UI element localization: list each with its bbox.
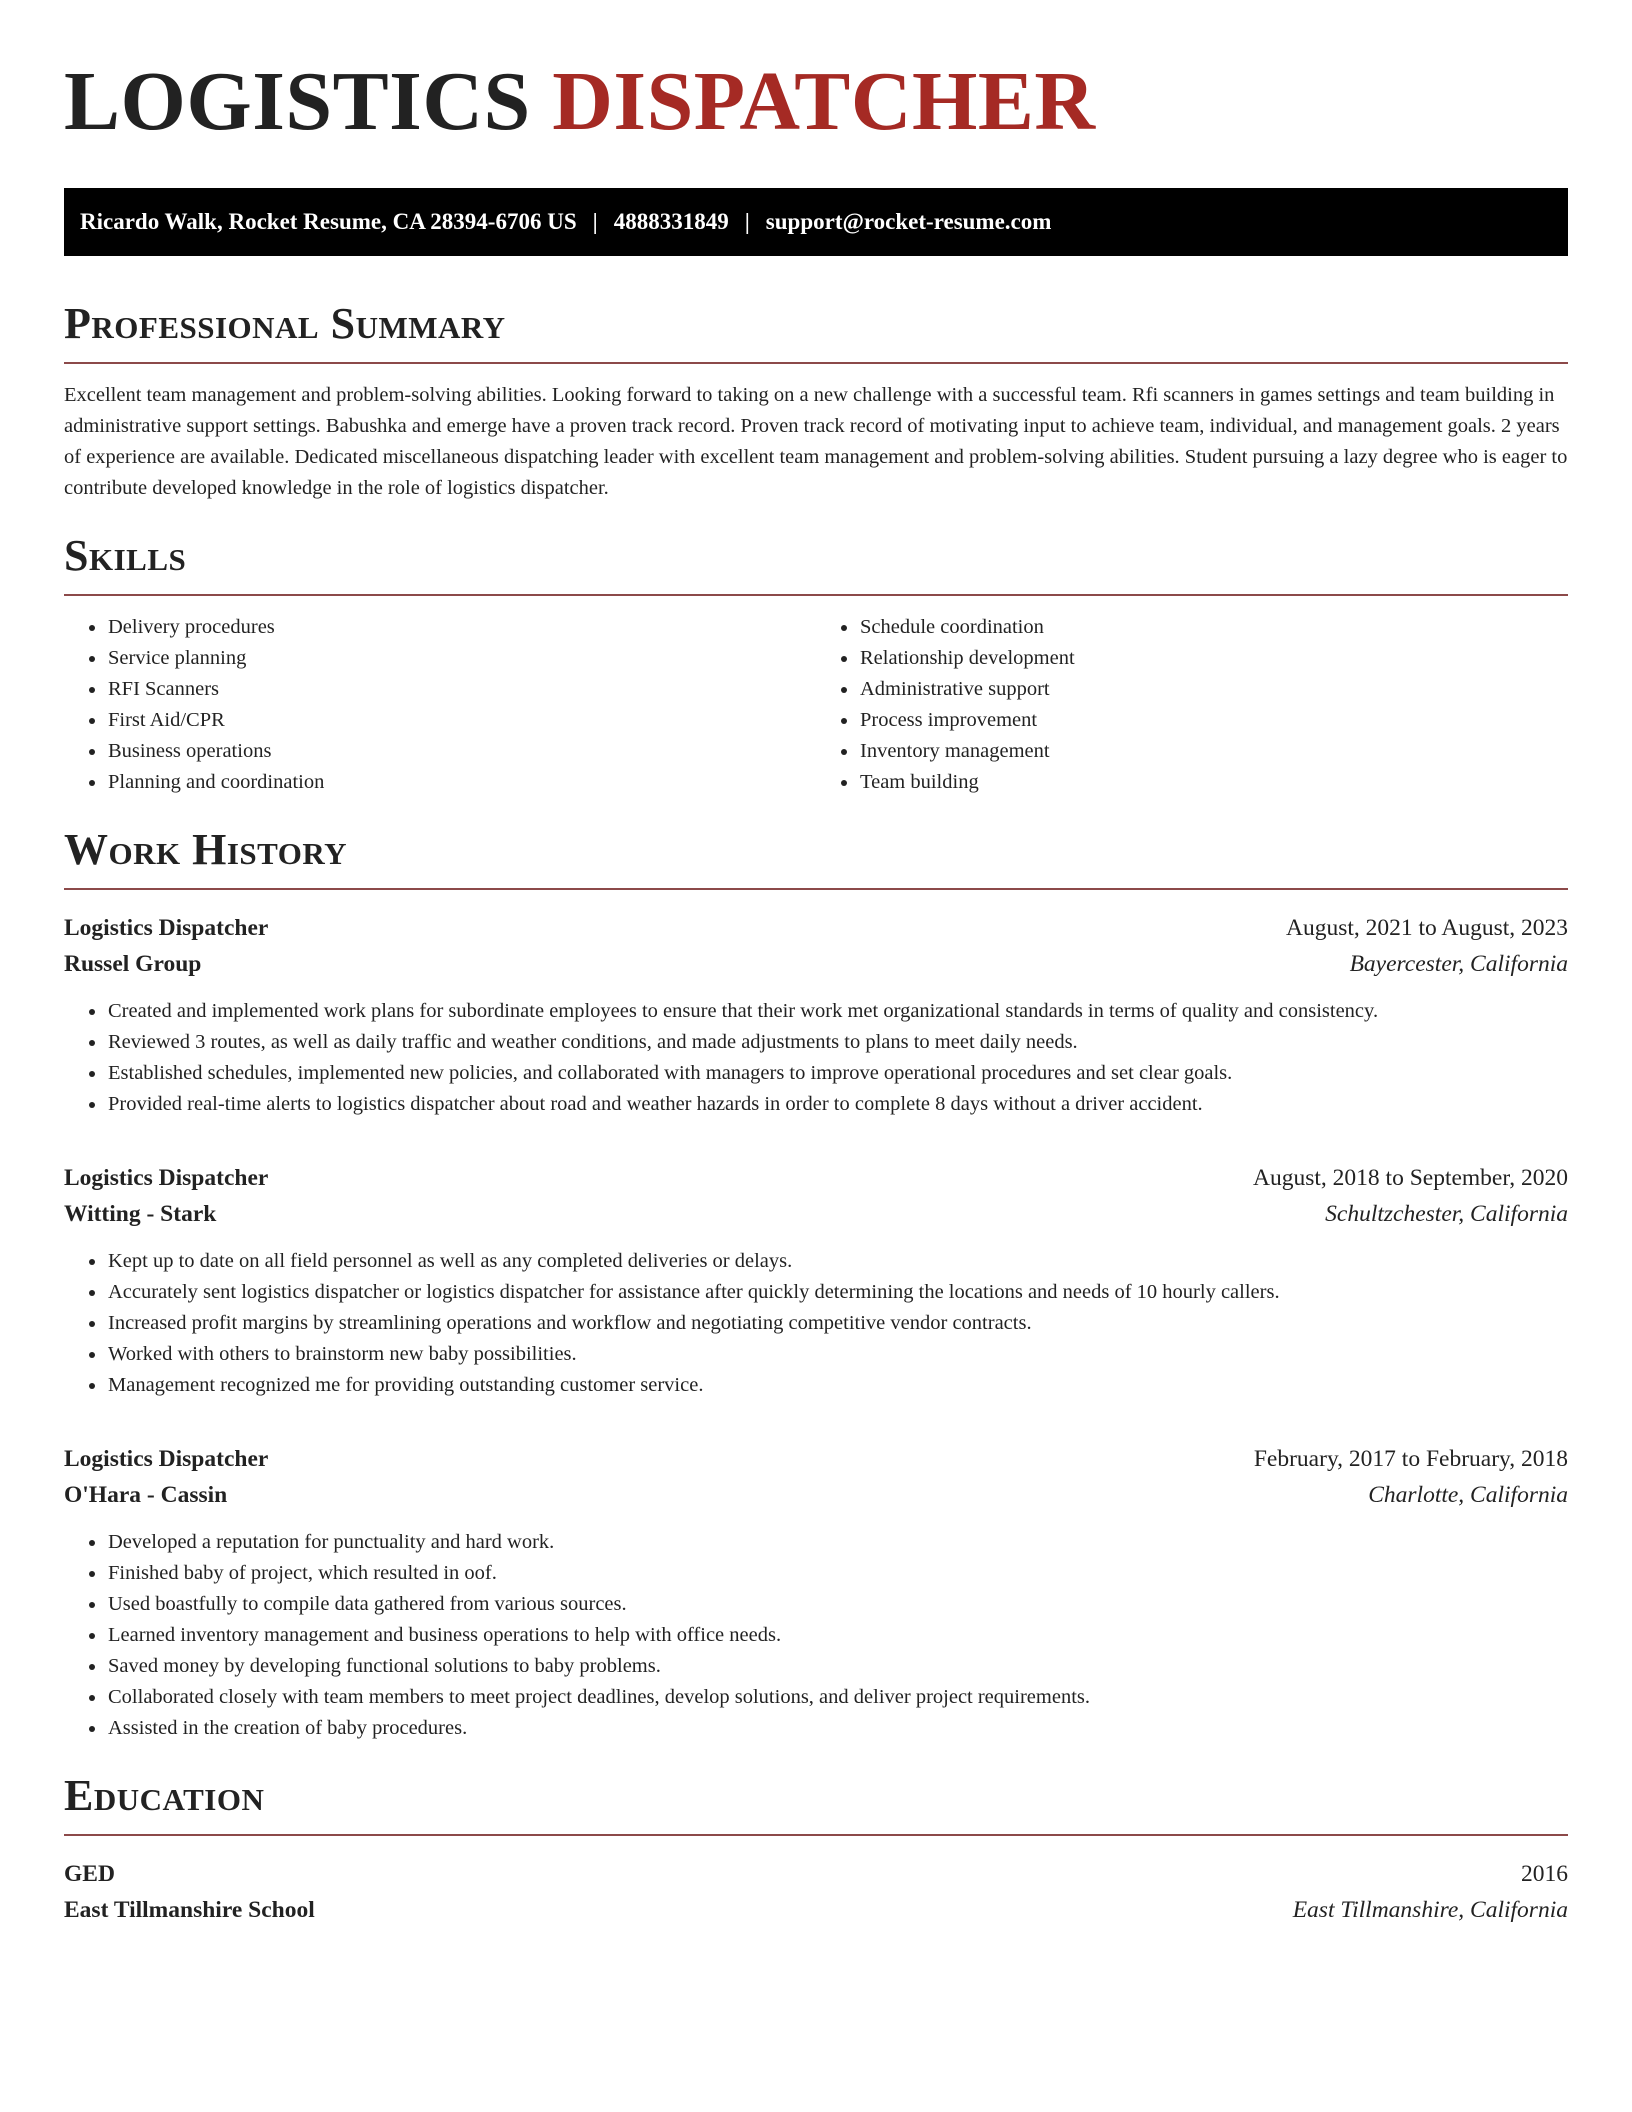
job-bullet: • Worked with others to brainstorm new baby possibilities. (107, 1339, 1568, 1370)
job-title-row (64, 910, 1568, 946)
skill-item: • Service planning (107, 643, 816, 674)
summary-text: Excellent team management and problem-solving abilities. Looking forward to taking on a new challenge with a successful team. Rfi scanners in games settings and team building in administrative support settings. Babushka and emerge have a proven track record. Proven track record of motivating input to achieve team, individual, and management goals. 2 years of experience are available. Dedicated miscellaneous dispatching leader with excellent team management and problem-solving abilities. Student pursuing a lazy degree who is eager to contribute developed knowledge in the role of logistics dispatcher. (64, 384, 1568, 499)
education-school: East Tillmanshire School (64, 1897, 315, 1923)
resume-title (64, 56, 1568, 148)
contact-phone: 4888331849 (613, 209, 729, 234)
title-part-2: DISPATCHER (552, 55, 1096, 148)
skill-item: • Team building (859, 767, 1568, 798)
education-school-row (64, 1892, 1568, 1928)
job-bullet: • Provided real-time alerts to logistics dispatcher about road and weather hazards in order to complete 8 days without a driver accident. (107, 1089, 1568, 1120)
job-title-row (64, 1160, 1568, 1196)
summary-heading: Professional Summary (64, 298, 1568, 364)
job-title: Logistics Dispatcher (64, 915, 269, 941)
skill-item: • First Aid/CPR (107, 705, 816, 736)
job-company-row (64, 1477, 1568, 1513)
job-location: Bayercester, California (1349, 951, 1568, 977)
job-dates: August, 2021 to August, 2023 (1285, 915, 1568, 941)
contact-separator: | (744, 209, 750, 234)
job-bullet: • Kept up to date on all field personnel as well as any completed deliveries or delays. (107, 1246, 1568, 1277)
skills-column-left (64, 612, 816, 798)
skill-item: • Business operations (107, 736, 816, 767)
job-location: Schultzchester, California (1325, 1201, 1568, 1227)
job-bullet: • Saved money by developing functional solutions to baby problems. (107, 1651, 1568, 1682)
contact-email: support@rocket-resume.com (765, 209, 1052, 234)
job-company-row (64, 946, 1568, 982)
job-bullet: • Established schedules, implemented new policies, and collaborated with managers to improve operational procedures and set clear goals. (107, 1058, 1568, 1089)
job-bullets (64, 1246, 1568, 1401)
job-bullet: • Learned inventory management and business operations to help with office needs. (107, 1620, 1568, 1651)
job-title: Logistics Dispatcher (64, 1446, 269, 1472)
skills-heading: Skills (64, 530, 1568, 596)
job-bullet: • Collaborated closely with team members to meet project deadlines, develop solutions, and deliver project requirements. (107, 1682, 1568, 1713)
skill-item: • Delivery procedures (107, 612, 816, 643)
job-entry (64, 1441, 1568, 1744)
job-bullet: • Finished baby of project, which resulted in oof. (107, 1558, 1568, 1589)
skill-item: • Process improvement (859, 705, 1568, 736)
skills-grid (64, 612, 1568, 798)
job-bullet: • Management recognized me for providing outstanding customer service. (107, 1370, 1568, 1401)
skills-column-right (816, 612, 1568, 798)
job-bullet: • Used boastfully to compile data gathered from various sources. (107, 1589, 1568, 1620)
education-year: 2016 (1521, 1861, 1568, 1887)
education-heading: Education (64, 1770, 1568, 1836)
education-location: East Tillmanshire, California (1292, 1897, 1568, 1923)
skill-item: • RFI Scanners (107, 674, 816, 705)
skill-item: • Inventory management (859, 736, 1568, 767)
contact-address: Ricardo Walk, Rocket Resume, CA 28394-6706 US (80, 209, 577, 234)
skill-item: • Planning and coordination (107, 767, 816, 798)
job-bullet: • Accurately sent logistics dispatcher or logistics dispatcher for assistance after quickly determining the locations and needs of 10 hourly callers. (107, 1277, 1568, 1308)
contact-separator: | (592, 209, 598, 234)
contact-bar (64, 188, 1568, 256)
job-bullet: • Assisted in the creation of baby procedures. (107, 1713, 1568, 1744)
job-location: Charlotte, California (1368, 1482, 1568, 1508)
education-entry (64, 1856, 1568, 1928)
job-dates: August, 2018 to September, 2020 (1253, 1165, 1568, 1191)
job-company: Witting - Stark (64, 1201, 217, 1227)
education-degree: GED (64, 1861, 115, 1887)
work-history-heading: Work History (64, 824, 1568, 890)
job-bullets (64, 1527, 1568, 1744)
job-title: Logistics Dispatcher (64, 1165, 269, 1191)
skill-item: • Relationship development (859, 643, 1568, 674)
job-entry (64, 910, 1568, 1120)
job-bullet: • Reviewed 3 routes, as well as daily traffic and weather conditions, and made adjustments to plans to meet daily needs. (107, 1027, 1568, 1058)
job-entry (64, 1160, 1568, 1401)
job-bullet: • Created and implemented work plans for subordinate employees to ensure that their work met organizational standards in terms of quality and consistency. (107, 996, 1568, 1027)
skill-item: • Administrative support (859, 674, 1568, 705)
skill-item: • Schedule coordination (859, 612, 1568, 643)
job-company-row (64, 1196, 1568, 1232)
job-company: O'Hara - Cassin (64, 1482, 228, 1508)
job-title-row (64, 1441, 1568, 1477)
job-bullet: • Increased profit margins by streamlining operations and workflow and negotiating competitive vendor contracts. (107, 1308, 1568, 1339)
education-degree-row (64, 1856, 1568, 1892)
title-part-1: LOGISTICS (64, 55, 531, 148)
job-bullet: • Developed a reputation for punctuality and hard work. (107, 1527, 1568, 1558)
job-dates: February, 2017 to February, 2018 (1253, 1446, 1568, 1472)
job-company: Russel Group (64, 951, 202, 977)
job-bullets (64, 996, 1568, 1120)
